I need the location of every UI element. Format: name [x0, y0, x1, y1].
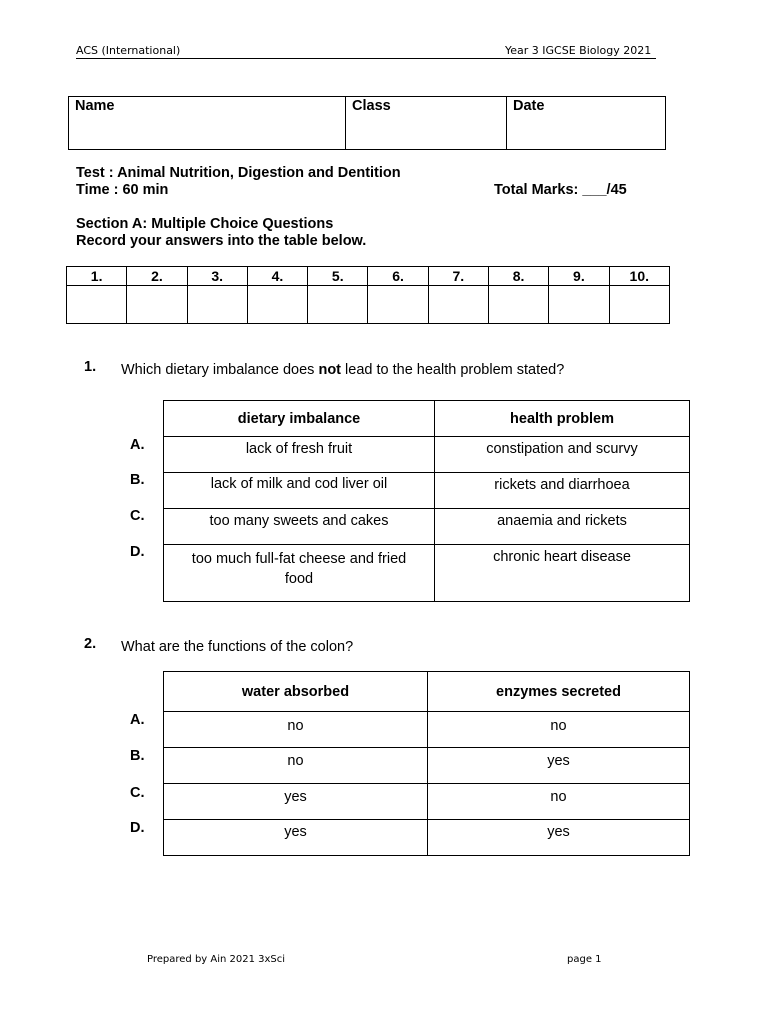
date-field[interactable] — [507, 97, 666, 150]
answer-number: 7. — [428, 267, 488, 286]
question-1-number: 1. — [84, 359, 97, 375]
q1-option-a-col1: lack of fresh fruit — [164, 437, 435, 473]
q2-option-a-letter[interactable]: A. — [130, 712, 145, 728]
test-time: Time : 60 min — [76, 182, 169, 198]
class-field[interactable] — [346, 97, 507, 150]
section-instruction: Record your answers into the table below. — [76, 233, 367, 249]
name-label: Name — [75, 98, 115, 114]
total-marks: Total Marks: ___/45 — [494, 182, 627, 198]
q2-option-a-col2: no — [428, 712, 690, 748]
question-1-table — [163, 400, 690, 602]
q1-option-c-col2: anaemia and rickets — [435, 509, 690, 545]
name-field[interactable] — [69, 97, 346, 150]
answer-cell[interactable] — [187, 286, 247, 324]
q1-option-b-col2: rickets and diarrhoea — [435, 473, 690, 509]
q1-option-a-col2: constipation and scurvy — [435, 437, 690, 473]
q1-option-c-letter[interactable]: C. — [130, 508, 145, 524]
answer-number: 5. — [308, 267, 368, 286]
answer-number: 2. — [127, 267, 187, 286]
student-info-table — [68, 96, 666, 150]
q2-option-b-col1: no — [164, 748, 428, 784]
q1-option-b-letter[interactable]: B. — [130, 472, 145, 488]
q2-option-c-letter[interactable]: C. — [130, 785, 145, 801]
q1-option-a-letter[interactable]: A. — [130, 437, 145, 453]
q1-header-col2: health problem — [435, 401, 690, 437]
question-2-number: 2. — [84, 636, 97, 652]
header-divider — [76, 58, 656, 59]
q2-option-a-col1: no — [164, 712, 428, 748]
q2-option-d-col2: yes — [428, 820, 690, 856]
answer-table — [66, 266, 670, 324]
answer-number: 9. — [549, 267, 609, 286]
answer-cell[interactable] — [127, 286, 187, 324]
q1-header-col1: dietary imbalance — [164, 401, 435, 437]
answer-number: 1. — [67, 267, 127, 286]
test-title: Test : Animal Nutrition, Digestion and Dentition — [76, 165, 401, 181]
answer-cell[interactable] — [308, 286, 368, 324]
q2-option-d-letter[interactable]: D. — [130, 820, 145, 836]
q2-option-c-col2: no — [428, 784, 690, 820]
answer-cell[interactable] — [368, 286, 428, 324]
answer-number: 3. — [187, 267, 247, 286]
class-label: Class — [352, 98, 391, 114]
answer-number: 4. — [247, 267, 307, 286]
q2-option-d-col1: yes — [164, 820, 428, 856]
answer-number: 10. — [609, 267, 669, 286]
q2-option-b-letter[interactable]: B. — [130, 748, 145, 764]
question-1-text: Which dietary imbalance does not lead to the health problem stated? — [121, 362, 565, 378]
q2-option-c-col1: yes — [164, 784, 428, 820]
question-2-text: What are the functions of the colon? — [121, 639, 354, 655]
footer-page-number: page 1 — [567, 954, 602, 965]
footer-prepared-by: Prepared by Ain 2021 3xSci — [147, 954, 286, 965]
q2-header-col1: water absorbed — [164, 672, 428, 712]
answer-cell[interactable] — [549, 286, 609, 324]
q1-option-d-col1: too much full-fat cheese and fried food — [164, 545, 435, 602]
question-2-table — [163, 671, 690, 856]
q1-option-d-letter[interactable]: D. — [130, 544, 145, 560]
answer-cell[interactable] — [609, 286, 669, 324]
section-title: Section A: Multiple Choice Questions — [76, 216, 334, 232]
q1-option-b-col1: lack of milk and cod liver oil — [164, 473, 435, 509]
answer-cell[interactable] — [247, 286, 307, 324]
answer-number: 6. — [368, 267, 428, 286]
q1-option-d-col2: chronic heart disease — [435, 545, 690, 602]
q1-option-c-col1: too many sweets and cakes — [164, 509, 435, 545]
q2-option-b-col2: yes — [428, 748, 690, 784]
school-name: ACS (International) — [76, 44, 181, 57]
course-title: Year 3 IGCSE Biology 2021 — [505, 44, 652, 57]
answer-cell[interactable] — [67, 286, 127, 324]
answer-cell[interactable] — [488, 286, 548, 324]
q2-header-col2: enzymes secreted — [428, 672, 690, 712]
answer-number: 8. — [488, 267, 548, 286]
answer-cell[interactable] — [428, 286, 488, 324]
date-label: Date — [513, 98, 545, 114]
